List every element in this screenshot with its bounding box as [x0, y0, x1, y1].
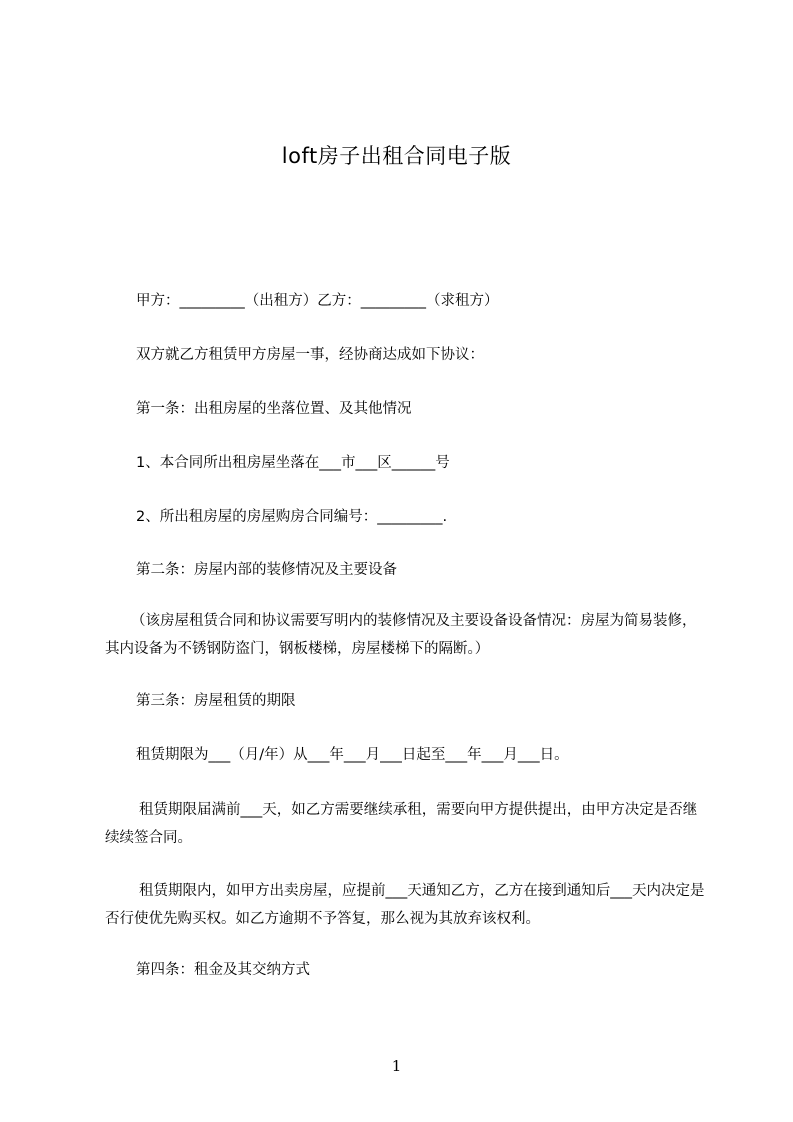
- paragraph-location: 1、本合同所出租房屋坐落在___市___区______号: [136, 455, 450, 471]
- document-title: loft房子出租合同电子版: [281, 144, 512, 168]
- paragraph-agreement-intro: 双方就乙方租赁甲方房屋一事，经协商达成如下协议：: [136, 347, 484, 363]
- paragraph-renewal: 租赁期限届满前___天，如乙方需要继续承租，需要向甲方提供提出，由甲方决定是否继续续签合同。: [105, 802, 698, 846]
- article-2-heading: 第二条：房屋内部的装修情况及主要设备: [136, 562, 397, 578]
- paragraph-decoration: （该房屋租赁合同和协议需要写明内的装修情况及主要设备设备情况：房屋为简易装修，其内设备为不锈钢防盗门，钢板楼梯，房屋楼梯下的隔断。）: [105, 613, 697, 657]
- page-number: 1: [391, 1057, 402, 1075]
- paragraph-lease-term: 租赁期限为___（月/年）从___年___月___日起至___年___月___日。: [136, 747, 569, 763]
- article-3-heading: 第三条：房屋租赁的期限: [136, 693, 296, 709]
- paragraph-contract-number: 2、所出租房屋的房屋购房合同编号：_________.: [136, 509, 448, 525]
- article-1-heading: 第一条：出租房屋的坐落位置、及其他情况: [136, 401, 412, 417]
- paragraph-preemption: 租赁期限内，如甲方出卖房屋，应提前___天通知乙方，乙方在接到通知后___天内决定是否行使优先购买权。如乙方逾期不予答复，那么视为其放弃该权利。: [105, 883, 705, 927]
- paragraph-parties: 甲方：_________（出租方）乙方：_________（求租方）: [136, 293, 499, 309]
- article-4-heading: 第四条：租金及其交纳方式: [136, 962, 310, 978]
